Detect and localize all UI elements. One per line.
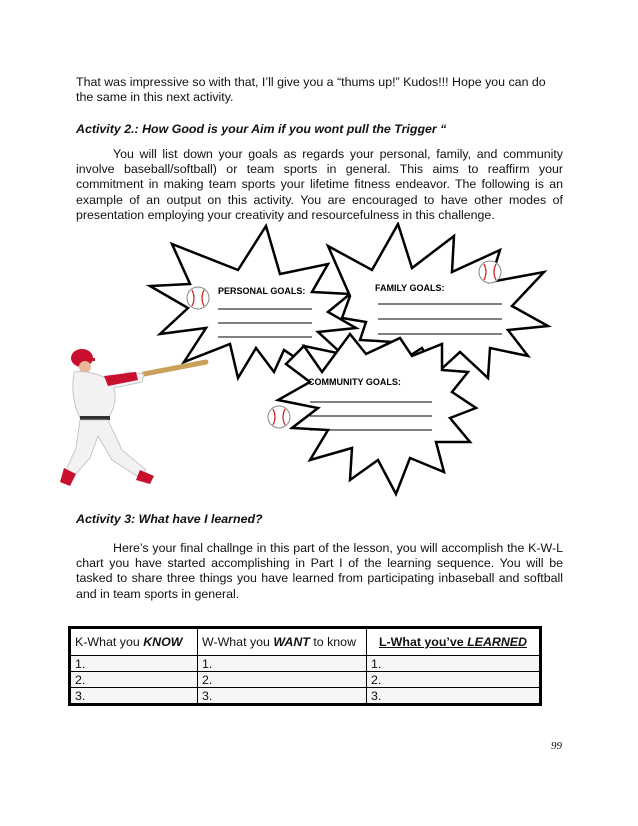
- kwl-cell[interactable]: 2.: [70, 672, 198, 688]
- community-goals-label: COMMUNITY GOALS:: [308, 377, 401, 387]
- kwl-header-know: K-What you KNOW: [70, 628, 198, 656]
- kwl-header-learned: L-What you’ve LEARNED: [367, 628, 541, 656]
- activity3-body: Here’s your final challnge in this part of the lesson, you will accomplish the K-W-L chart you have started accomplishing in Part I of the learning sequence. You will be tasked to share three things you have learned from participating inbaseball and softball and in team sports in general.: [76, 541, 563, 601]
- kwl-cell[interactable]: 2.: [198, 672, 367, 688]
- goals-illustration: [60, 222, 580, 504]
- kwl-chart: [68, 626, 542, 706]
- kwl-cell[interactable]: 3.: [70, 688, 198, 705]
- kwl-row: [70, 672, 541, 688]
- baseball-player-illustration: [60, 349, 206, 486]
- personal-goals-label: PERSONAL GOALS:: [218, 286, 306, 296]
- kwl-cell[interactable]: 3.: [367, 688, 541, 705]
- family-goals-label: FAMILY GOALS:: [375, 283, 445, 293]
- kwl-cell[interactable]: 2.: [367, 672, 541, 688]
- baseball-icon: [268, 406, 290, 428]
- baseball-icon: [187, 287, 209, 309]
- baseball-icon: [479, 261, 501, 283]
- page-number: 99: [551, 740, 562, 752]
- intro-paragraph: That was impressive so with that, I’ll give you a “thums up!” Kudos!!! Hope you can do the same in this next activity.: [76, 75, 546, 105]
- kwl-header-want: W-What you WANT to know: [198, 628, 367, 656]
- activity2-body: You will list down your goals as regards your personal, family, and community involve baseball/softball) or team sports in general. This aims to reaffirm your commitment in making team sports your lifetime fitness endeavor. The following is an example of an output on this activity. You are encouraged to have other modes of presentation employing your creativity and resourcefulness in this challenge.: [76, 147, 563, 222]
- kwl-cell[interactable]: 1.: [367, 656, 541, 672]
- personal-goals-burst: [150, 226, 356, 378]
- activity2-heading: Activity 2.: How Good is your Aim if you wont pull the Trigger “: [76, 122, 447, 136]
- activity3-heading: Activity 3: What have I learned?: [76, 512, 263, 526]
- kwl-cell[interactable]: 3.: [198, 688, 367, 705]
- kwl-row: [70, 656, 541, 672]
- kwl-cell[interactable]: 1.: [70, 656, 198, 672]
- kwl-row: [70, 688, 541, 705]
- kwl-header-row: [70, 628, 541, 656]
- kwl-cell[interactable]: 1.: [198, 656, 367, 672]
